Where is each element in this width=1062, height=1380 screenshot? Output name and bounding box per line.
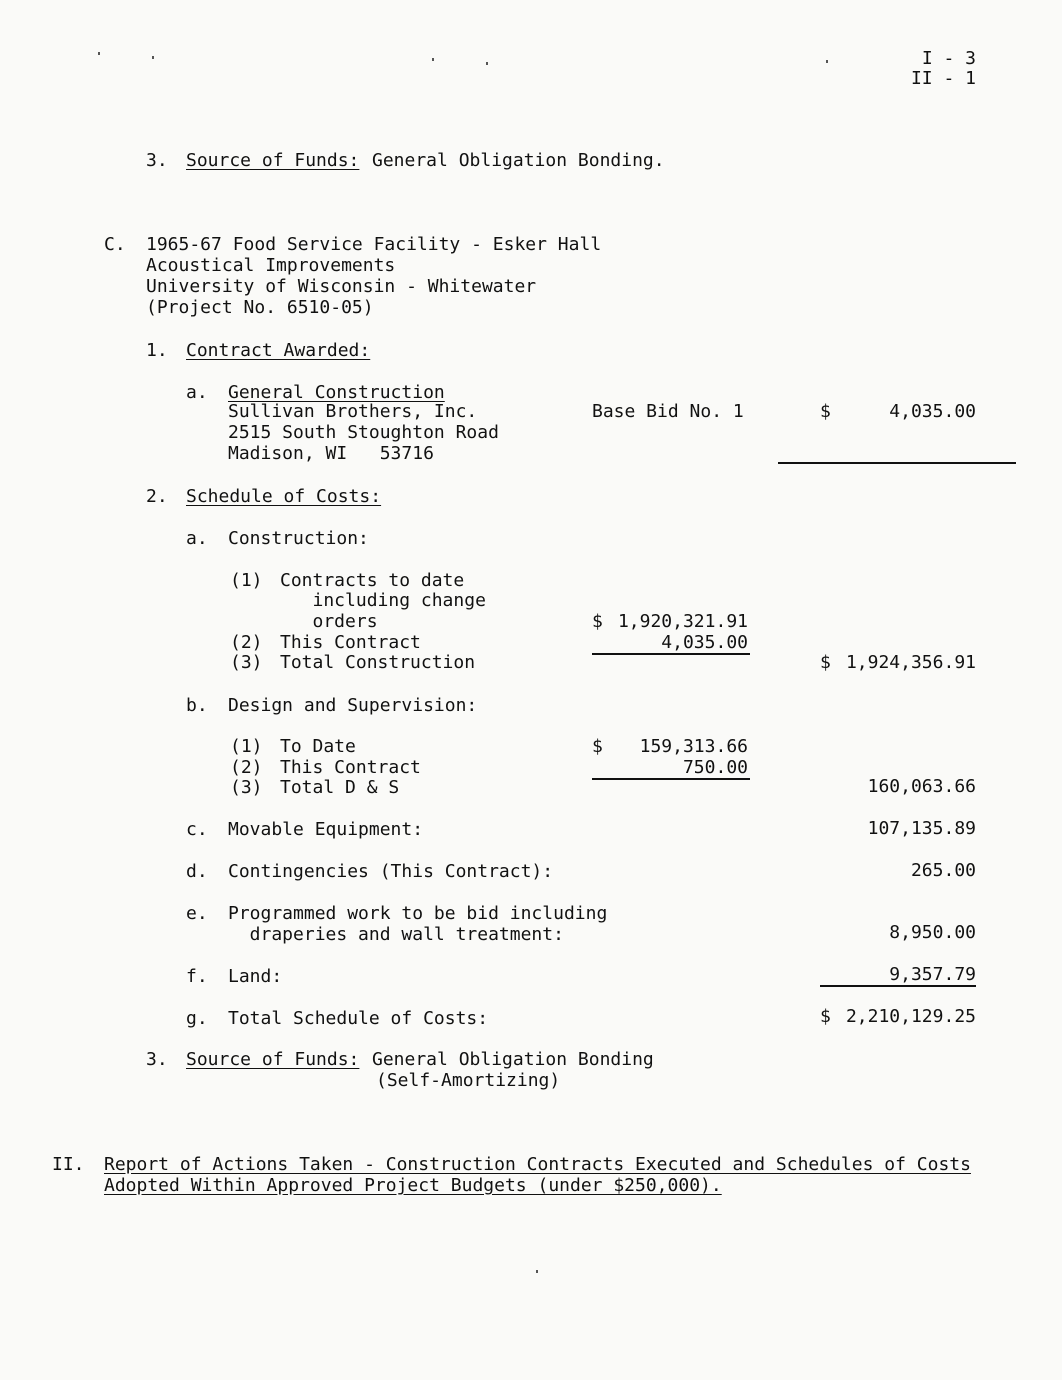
total-rule: [820, 985, 976, 987]
report-heading-line: Adopted Within Approved Project Budgets (under $250,000).: [104, 1175, 722, 1196]
line-number: (3): [230, 652, 263, 673]
contingencies-value: 265.00: [910, 860, 976, 881]
line-number: (2): [230, 632, 263, 653]
sub-letter: f.: [186, 966, 208, 987]
report-heading-line: Report of Actions Taken - Construction Contracts Executed and Schedules of Costs: [104, 1154, 971, 1175]
project-line: (Project No. 6510-05): [146, 297, 374, 318]
project-line: Acoustical Improvements: [146, 255, 396, 276]
scan-speck: [432, 58, 434, 61]
programmed-work-value: 8,950.00: [889, 922, 976, 943]
scan-speck: [98, 52, 100, 55]
dollar-sign: $: [592, 736, 603, 757]
page-number-2: II - 1: [910, 68, 976, 89]
sub-letter: d.: [186, 861, 208, 882]
scan-speck: [826, 60, 828, 63]
programmed-work-line: draperies and wall treatment:: [228, 924, 564, 945]
construction-label: Construction:: [228, 528, 369, 549]
this-contract-label: This Contract: [280, 757, 421, 778]
section-numeral: II.: [52, 1154, 85, 1175]
total-ds-label: Total D & S: [280, 777, 400, 798]
dollar-sign: $: [820, 1006, 831, 1027]
total-schedule-label: Total Schedule of Costs:: [228, 1008, 489, 1029]
contingencies-label: Contingencies (This Contract):: [228, 861, 554, 882]
contracts-to-date-line: Contracts to date: [280, 570, 465, 591]
contractor-line: 2515 South Stoughton Road: [228, 422, 499, 443]
contracts-to-date-line: including change: [280, 590, 486, 611]
to-date-value: 159,313.66: [639, 736, 748, 757]
total-rule: [778, 462, 1016, 464]
item-number: 1.: [146, 340, 168, 361]
dollar-sign: $: [820, 401, 831, 422]
general-construction-title: General Construction: [228, 382, 445, 403]
item-number: 3.: [146, 1049, 168, 1070]
this-contract-value: 4,035.00: [661, 632, 748, 653]
source-of-funds-value: General Obligation Bonding.: [372, 150, 665, 171]
scan-speck: [486, 62, 488, 65]
line-number: (2): [230, 757, 263, 778]
this-contract-value: 750.00: [682, 757, 748, 778]
to-date-label: To Date: [280, 736, 356, 757]
contract-amount: 4,035.00: [889, 401, 976, 422]
scan-speck: [536, 1270, 538, 1273]
total-ds-value: 160,063.66: [867, 776, 976, 797]
source-of-funds-label: Source of Funds:: [186, 150, 360, 171]
schedule-of-costs-heading: Schedule of Costs:: [186, 486, 382, 507]
line-number: (3): [230, 777, 263, 798]
sub-letter: c.: [186, 819, 208, 840]
section-letter: C.: [104, 234, 126, 255]
total-construction-value: 1,924,356.91: [845, 652, 976, 673]
this-contract-label: This Contract: [280, 632, 421, 653]
movable-equipment-label: Movable Equipment:: [228, 819, 424, 840]
subtotal-rule: [592, 778, 750, 780]
project-line: 1965-67 Food Service Facility - Esker Hall: [146, 234, 602, 255]
contractor-line: Madison, WI 53716: [228, 443, 434, 464]
contract-awarded-heading: Contract Awarded:: [186, 340, 371, 361]
sub-letter: a.: [186, 528, 208, 549]
item-number: 3.: [146, 150, 168, 171]
bid-label: Base Bid No. 1: [592, 401, 744, 422]
land-value: 9,357.79: [889, 964, 976, 985]
contractor-line: Sullivan Brothers, Inc.: [228, 401, 478, 422]
scan-speck: [152, 56, 154, 59]
sub-letter: b.: [186, 695, 208, 716]
total-construction-label: Total Construction: [280, 652, 476, 673]
contracts-to-date-value: 1,920,321.91: [617, 611, 748, 632]
sub-letter: g.: [186, 1008, 208, 1029]
source-of-funds-value: (Self-Amortizing): [376, 1070, 561, 1091]
project-line: University of Wisconsin - Whitewater: [146, 276, 537, 297]
dollar-sign: $: [820, 652, 831, 673]
contracts-to-date-line: orders: [280, 611, 378, 632]
page-number-1: I - 3: [921, 48, 976, 69]
programmed-work-line: Programmed work to be bid including: [228, 903, 608, 924]
subtotal-rule: [592, 653, 750, 655]
source-of-funds-label: Source of Funds:: [186, 1049, 360, 1070]
design-supervision-label: Design and Supervision:: [228, 695, 478, 716]
land-label: Land:: [228, 966, 283, 987]
dollar-sign: $: [592, 611, 603, 632]
sub-letter: a.: [186, 382, 208, 403]
item-number: 2.: [146, 486, 168, 507]
total-schedule-value: 2,210,129.25: [845, 1006, 976, 1027]
sub-letter: e.: [186, 903, 208, 924]
line-number: (1): [230, 736, 263, 757]
movable-equipment-value: 107,135.89: [867, 818, 976, 839]
line-number: (1): [230, 570, 263, 591]
source-of-funds-value: General Obligation Bonding: [372, 1049, 654, 1070]
